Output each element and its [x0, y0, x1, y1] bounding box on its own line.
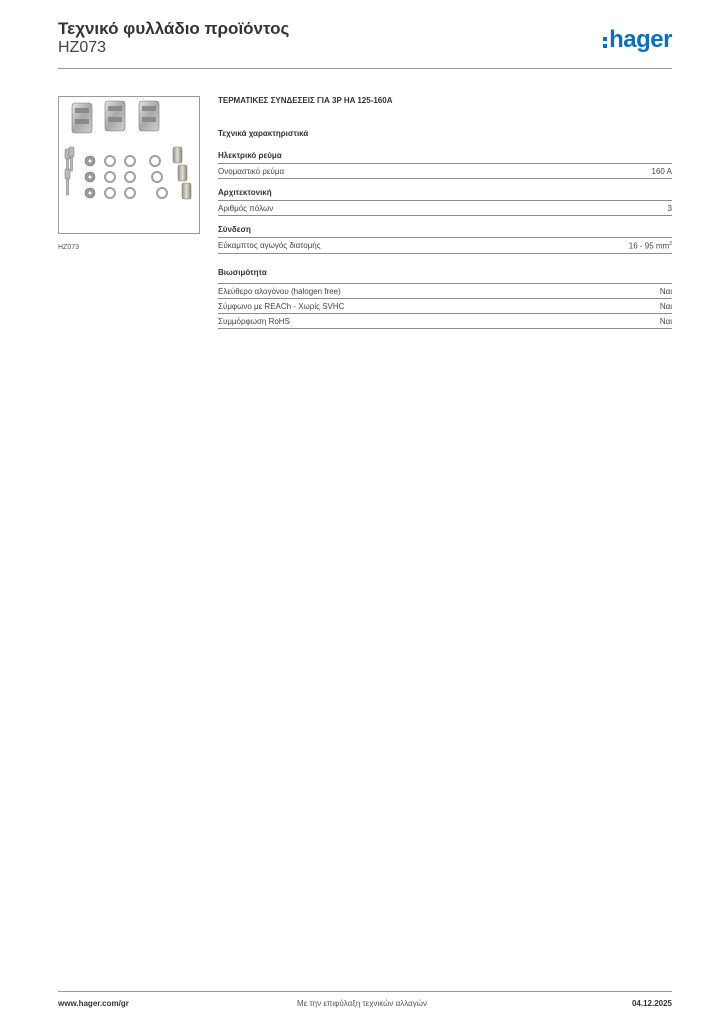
spec-row: [218, 238, 672, 254]
spec-label: Αριθμός πόλων: [218, 204, 274, 213]
document-title: Τεχνικό φυλλάδιο προϊόντος: [58, 19, 290, 38]
product-description: ΤΕΡΜΑΤΙΚΕΣ ΣΥΝΔΕΣΕΙΣ ΓΙΑ 3P HA 125-160A: [218, 96, 393, 105]
spec-group-title: Σύνδεση: [218, 225, 672, 238]
footer-note: Με την επιφύλαξη τεχνικών αλλαγών: [297, 999, 427, 1008]
hager-logo: [603, 28, 672, 52]
product-code: HZ073: [58, 39, 107, 56]
spec-label: Ονομαστικό ρεύμα: [218, 167, 285, 176]
spec-value: Ναι: [659, 316, 672, 326]
spec-group-electric-current: [218, 151, 672, 179]
logo-text: hager: [609, 26, 672, 53]
spec-value: 3: [667, 204, 672, 213]
spec-group-connection: [218, 225, 672, 254]
spec-value: Ναι: [659, 286, 672, 296]
image-caption: HZ073: [58, 244, 80, 251]
spec-value: 160 A: [651, 167, 672, 176]
footer-divider: [58, 991, 672, 992]
logo-dots-icon: [603, 37, 607, 48]
spec-group-architecture: [218, 188, 672, 216]
spec-row: [218, 284, 672, 299]
spec-label: Συμμόρφωση RoHS: [218, 316, 290, 326]
spec-group-title: Αρχιτεκτονική: [218, 188, 672, 201]
spec-row: [218, 164, 672, 179]
header-divider: [58, 68, 672, 69]
spec-row: [218, 201, 672, 216]
spec-row: [218, 314, 672, 329]
spec-value: Ναι: [659, 301, 672, 311]
terminal-kit-illustration-icon: [59, 97, 199, 233]
spec-group-title: Ηλεκτρικό ρεύμα: [218, 151, 672, 164]
specifications-section: [218, 96, 672, 338]
spec-row: [218, 299, 672, 314]
product-image: [58, 96, 200, 234]
spec-label: Ελεύθερο αλογόνου (halogen free): [218, 286, 341, 296]
spec-value-superscript: 2: [669, 241, 672, 247]
spec-value: 16 - 95 mm: [628, 241, 670, 251]
spec-group-sustainability: [218, 268, 672, 329]
spec-group-title: Βιωσιμότητα: [218, 268, 672, 284]
spec-label: Σύμφωνο με REACh - Χωρίς SVHC: [218, 301, 345, 311]
spec-value-wrapper: [629, 241, 672, 251]
specs-heading: Τεχνικά χαρακτηριστικά: [218, 129, 309, 138]
footer-website-link[interactable]: www.hager.com/gr: [58, 999, 129, 1008]
spec-label: Εύκαμπτος αγωγός διατομής: [218, 241, 321, 250]
footer-date: 04.12.2025: [631, 999, 672, 1008]
